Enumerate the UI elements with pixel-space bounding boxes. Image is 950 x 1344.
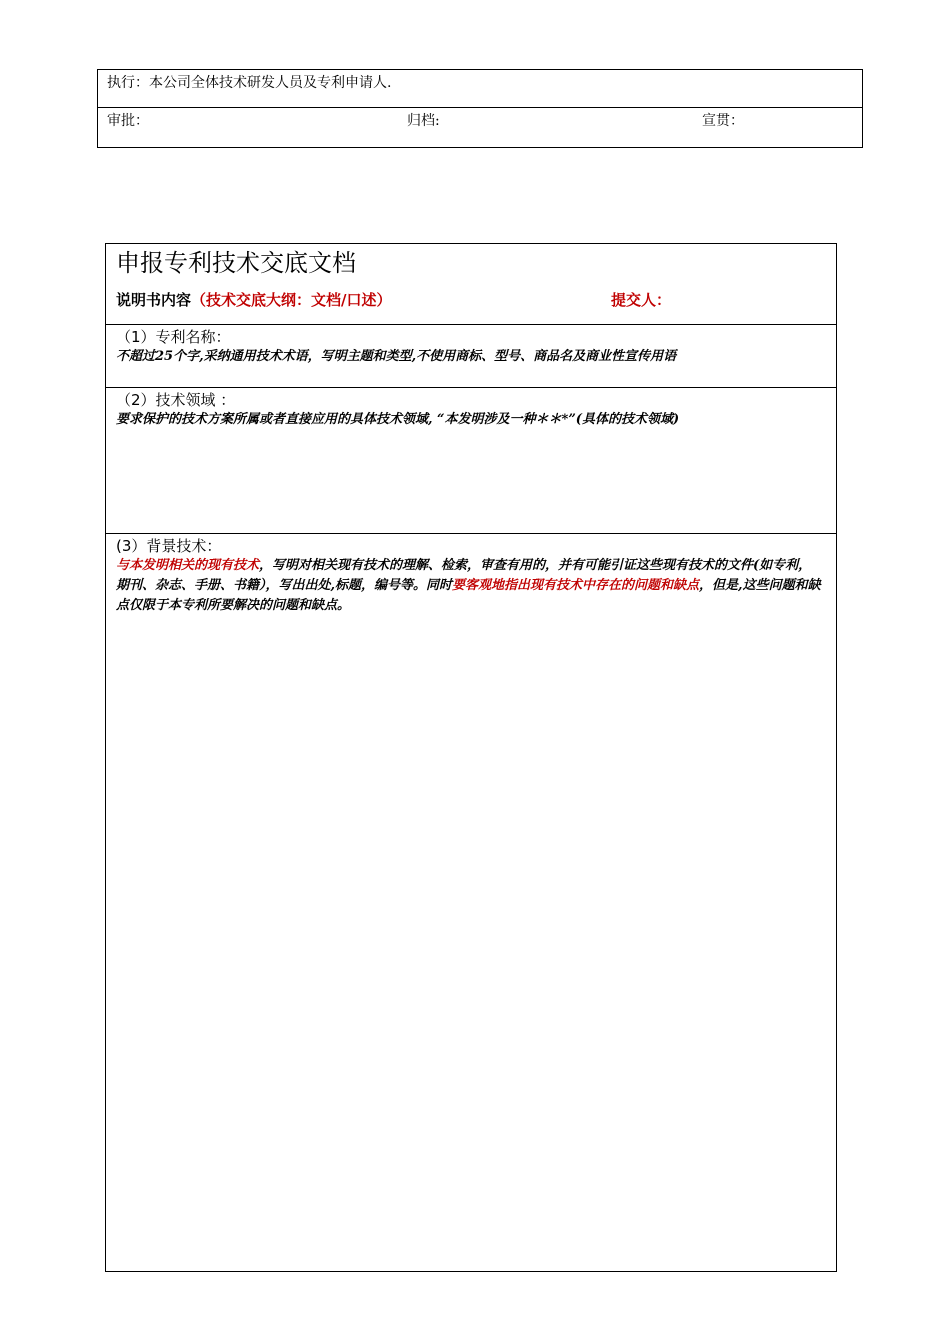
- archive-label: 归档:: [407, 113, 440, 129]
- approval-label: 审批：: [107, 113, 149, 129]
- approval-row: [98, 108, 862, 147]
- background-note-red-2: 要客观地指出现有技术中存在的问题和缺点: [452, 578, 700, 593]
- patent-disclosure-form: [105, 243, 837, 1272]
- execution-row: [98, 70, 862, 108]
- background-note-black-1: ，写明对相关现有技术的理解、检索，审查有用的，并有可能引证这些现有技术的文件(如专利，期刊、杂志、手册、书籍），写出出处,标题，编号等。同时: [116, 558, 812, 593]
- technical-field-section: [106, 388, 836, 534]
- background-note-red-1: 与本发明相关的现有技术: [116, 558, 260, 573]
- patent-name-section: [106, 325, 836, 388]
- patent-name-note: 不超过25个字,采纳通用技术术语，写明主题和类型,不使用商标、型号、商品名及商业性宣传用语: [116, 349, 677, 364]
- document-title: 申报专利技术交底文档: [116, 249, 356, 277]
- form-header-section: [106, 244, 836, 325]
- background-note-black-2: ，但是,这些问题和缺点仅限于本专利所要解决的问题和缺点。: [116, 578, 821, 613]
- patent-name-heading: （1）专利名称：: [116, 328, 231, 346]
- execution-text: 执行：本公司全体技术研发人员及专利申请人.: [107, 75, 392, 91]
- content-hint: （技术交底大纲：文档/口述）: [191, 291, 392, 309]
- content-line: [116, 289, 392, 311]
- background-art-heading: (3）背景技术：: [116, 537, 222, 555]
- content-label: 说明书内容: [116, 291, 192, 309]
- background-art-section: [106, 534, 836, 1271]
- promotion-label: 宣贯：: [702, 113, 744, 129]
- technical-field-note: 要求保护的技术方案所属或者直接应用的具体技术领域, “本发明涉及一种＊＊*”(具体的技术领域): [116, 412, 680, 427]
- submitter-label: 提交人：: [611, 291, 672, 309]
- background-art-note: [116, 556, 824, 616]
- technical-field-heading: （2）技术领域 ：: [116, 391, 236, 409]
- header-table: [97, 69, 863, 148]
